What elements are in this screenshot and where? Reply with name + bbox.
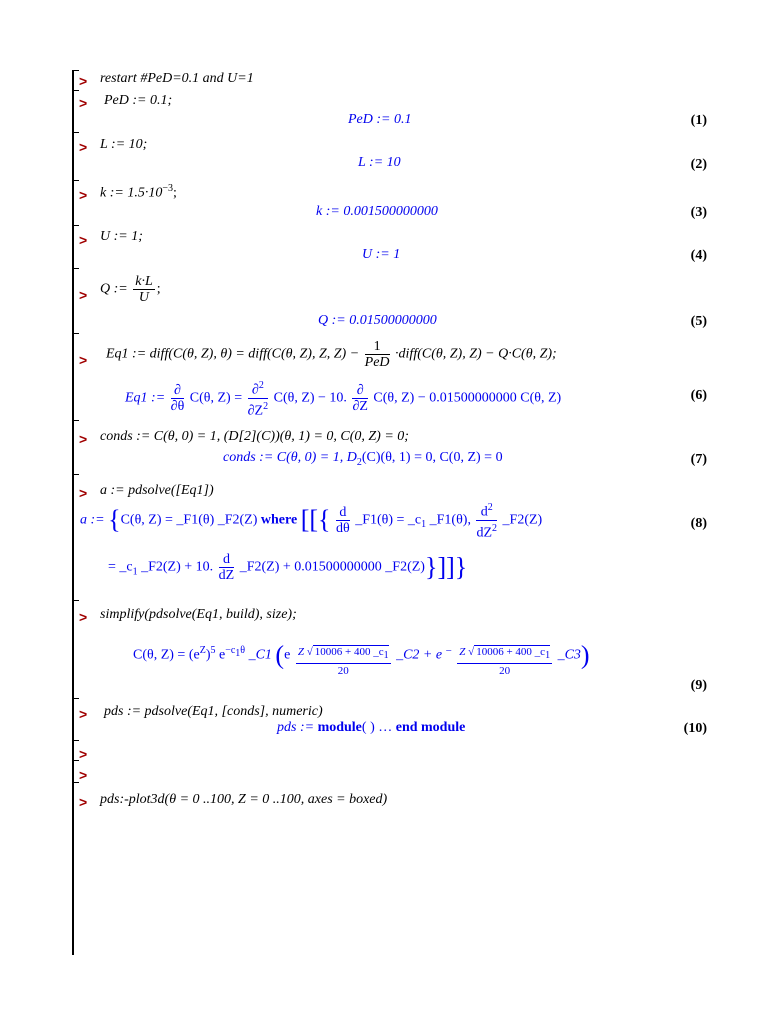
conds-output-sub: 2 (356, 456, 362, 468)
input-q[interactable] (100, 274, 161, 305)
partial-theta-den: ∂θ (170, 398, 185, 414)
output-a-line2: = $\_c_1$ _F2(Z) + 10. $\frac{d}{dZ}$ _F2(Z) + 0.01500000000 _F2(Z)}]]} (108, 552, 468, 583)
input-prompt: > (79, 187, 88, 203)
a-dtheta (336, 505, 350, 536)
group-bracket (72, 782, 79, 783)
s-e1: e (284, 647, 291, 663)
partial2-symbol: ∂ (251, 382, 259, 398)
l-input-text: L := 10; (100, 137, 148, 152)
a-dtheta-den: dθ (335, 520, 350, 536)
input-prompt: > (79, 794, 88, 810)
q-input-suffix: ; (156, 281, 161, 297)
input-prompt: > (79, 73, 88, 89)
execution-group-bar (72, 70, 74, 955)
group-bracket (72, 268, 79, 269)
group-bracket (72, 740, 79, 741)
conds-output-b: (C)(θ, 1) = 0, C(0, Z) = 0 (361, 450, 503, 465)
s-exp-theta: θ (240, 645, 246, 656)
s-sqrt2: 10006 + 400 _c (476, 646, 546, 658)
q-fraction (133, 274, 155, 305)
pds-a: pds := (277, 720, 315, 735)
partial-z2-exp: 2 (263, 400, 269, 412)
s-frac-z: Z (297, 646, 304, 658)
eq6-c2: C(θ, Z) − 10. (273, 390, 347, 406)
input-prompt: > (79, 232, 88, 248)
group-bracket (72, 333, 79, 334)
k-input-suffix: ; (172, 185, 177, 201)
q-den: U (138, 290, 150, 305)
equation-label-9: (9) (690, 678, 707, 693)
s-paren-exp: 5 (210, 645, 216, 656)
input-restart[interactable] (100, 71, 254, 87)
input-u[interactable] (100, 229, 143, 245)
partial2-exp: 2 (258, 380, 264, 391)
a-solution: C(θ, Z) = _F1(θ) _F2(Z) (120, 512, 258, 528)
a-dz2 (476, 500, 497, 540)
s-e: e (218, 647, 226, 663)
pds-c: ( ) … (361, 720, 396, 735)
group-bracket (72, 420, 79, 421)
output-eq1 (125, 378, 561, 418)
s-c2: _C2 + e (396, 647, 443, 663)
partial-z-den: ∂Z (352, 398, 368, 414)
s-c3: _C3 (557, 647, 581, 663)
eq1-frac-den: PeD (364, 355, 390, 370)
equation-label-8: (8) (690, 516, 707, 531)
s-exp-sub: 1 (235, 648, 241, 659)
group-bracket (72, 698, 79, 699)
s-frac2-den: 20 (499, 665, 511, 678)
partial-z (352, 383, 367, 414)
output-q (318, 313, 437, 329)
a-dz2-exp: 2 (492, 522, 498, 534)
eq1-left: Eq1 := diff(C(θ, Z), θ) = diff(C(θ, Z), Z, Z) − (106, 346, 360, 362)
a-line2-dz (219, 552, 235, 583)
a-line2b: _F2(Z) + 10. (141, 559, 214, 575)
equation-label-3: (3) (690, 205, 707, 220)
input-prompt: > (79, 287, 88, 303)
input-a[interactable] (100, 483, 214, 499)
group-bracket (72, 760, 79, 761)
ped-output-text: PeD := 0.1 (348, 112, 412, 127)
s-sqrt: 10006 + 400 _c (314, 646, 384, 658)
input-prompt: > (79, 95, 88, 111)
pds-b: module (317, 720, 362, 735)
eq1-fraction (365, 339, 390, 370)
plot-input-text: pds:-plot3d(θ = 0 ..100, Z = 0 ..100, axes = boxed) (100, 792, 388, 807)
input-prompt: > (79, 485, 88, 501)
k-input-prefix: k := 1.5·10 (100, 185, 163, 201)
group-bracket (72, 474, 79, 475)
l-output-text: L := 10 (358, 155, 401, 170)
s-ez-exp: Z (199, 645, 206, 656)
simplify-input-text: simplify(pdsolve(Eq1, build), size); (100, 607, 297, 622)
q-output-text: Q := 0.01500000000 (318, 313, 437, 328)
group-bracket (72, 600, 79, 601)
a-where: where (260, 512, 298, 528)
s-c1: _C1 (248, 647, 272, 663)
a-dz2-den: dZ (476, 525, 493, 541)
input-prompt: > (79, 431, 88, 447)
group-bracket (72, 90, 79, 91)
eq6-c1: C(θ, Z) = (189, 390, 243, 406)
a-f1: _F1(θ) = _c (355, 512, 422, 528)
input-k[interactable] (100, 183, 177, 202)
equation-label-4: (4) (690, 248, 707, 263)
a-line2a: = _c (108, 559, 133, 575)
pds-input-text: pds := pdsolve(Eq1, [conds], numeric) (104, 704, 323, 719)
ped-input-text: PeD := 0.1; (104, 93, 173, 108)
output-conds (223, 450, 503, 468)
input-l[interactable] (100, 137, 147, 153)
input-plot3d[interactable] (100, 792, 387, 808)
output-u (362, 247, 400, 263)
a-f1b: _F1(θ), (429, 512, 471, 528)
eq6-c3: C(θ, Z) − 0.01500000000 C(θ, Z) (373, 390, 562, 406)
a-prefix: a := (80, 512, 105, 528)
equation-label-2: (2) (690, 157, 707, 172)
empty-prompt[interactable]: > (79, 746, 88, 762)
s-frac1: $\frac{Z √ 10006 + 400 \_c_1}{20}$ (297, 646, 389, 678)
group-bracket (72, 225, 79, 226)
k-input-exp: −3 (162, 183, 173, 194)
output-pds (277, 720, 465, 736)
eq6-lhs: Eq1 := (125, 390, 166, 406)
output-ped (348, 112, 412, 128)
restart-text: restart #PeD=0.1 and U=1 (100, 71, 254, 86)
input-conds[interactable] (100, 429, 409, 445)
k-output-text: k := 0.001500000000 (316, 204, 438, 219)
partial-theta (171, 383, 185, 414)
s-neg: − (445, 645, 452, 657)
empty-prompt[interactable]: > (79, 767, 88, 783)
a-line2c: _F2(Z) + 0.01500000000 _F2(Z) (239, 559, 425, 575)
input-ped[interactable] (104, 93, 172, 109)
equation-label-1: (1) (690, 113, 707, 128)
group-bracket (72, 180, 79, 181)
u-input-text: U := 1; (100, 229, 143, 244)
a-line2-sub: 1 (132, 566, 138, 578)
s-sqrt-sub: 1 (383, 650, 389, 662)
partial-symbol: ∂ (171, 383, 185, 399)
equation-label-7: (7) (690, 452, 707, 467)
group-bracket (72, 132, 79, 133)
output-a-line1: a := {C(θ, Z) = _F1(θ) _F2(Z) where [[{ $\frac{d}{d\theta}$ _F1(θ) = $\_c_1$ _F1(θ), $\frac{d^2}{dZ^2}$ _F2(Z) (80, 502, 543, 541)
pds-d: end module (395, 720, 466, 735)
s-sqrt2-sub: 1 (545, 650, 551, 662)
s-frac2: $\frac{Z √ 10006 + 400 \_c_1}{20}$ (459, 646, 551, 678)
a-line2-dz-den: dZ (218, 568, 235, 583)
input-eq1[interactable] (106, 339, 557, 370)
a-c-sub: 1 (421, 519, 427, 531)
a-d2-exp: 2 (487, 502, 493, 513)
group-bracket (72, 70, 79, 71)
input-prompt: > (79, 352, 88, 368)
equation-label-6: (6) (690, 388, 707, 403)
conds-input-text: conds := C(θ, 0) = 1, (D[2](C))(θ, 1) = 0, C(0, Z) = 0; (100, 429, 409, 444)
s-frac-den: 20 (337, 665, 349, 678)
a-input-text: a := pdsolve([Eq1]) (100, 483, 214, 498)
a-d2: d (480, 504, 488, 520)
eq1-right: ·diff(C(θ, Z), Z) − Q·C(θ, Z); (395, 346, 557, 362)
output-simplify: C(θ, $Z) = (e^Z)^5$ $e^{-c_1\theta}$ _C1 (e $\frac{Z √ 10006 + 400 \_c_1}{20}$ _C2 + e − $\frac{Z √ 10006 + 400 \_c_1}{20}$ _C3) (133, 640, 590, 678)
q-num: k·L (135, 274, 153, 289)
s-lhs: C(θ, Z) = (e (133, 647, 200, 663)
a-line2-d: d (219, 552, 235, 568)
output-k (316, 204, 438, 220)
a-f2: _F2(Z) (502, 512, 543, 528)
eq1-frac-num: 1 (365, 339, 390, 355)
s-exp: −c (225, 645, 236, 656)
partial-symbol: ∂ (352, 383, 367, 399)
a-d: d (336, 505, 350, 521)
equation-label-10: (10) (683, 721, 707, 736)
output-l (358, 155, 401, 171)
input-prompt: > (79, 706, 88, 722)
input-prompt: > (79, 139, 88, 155)
conds-output-a: conds := C(θ, 0) = 1, D (223, 450, 357, 465)
input-prompt: > (79, 609, 88, 625)
partial-z2-den: ∂Z (247, 403, 264, 419)
q-input-prefix: Q := (100, 281, 128, 297)
s-frac2-z: Z (459, 646, 466, 658)
input-pds[interactable] (104, 704, 323, 720)
equation-label-5: (5) (690, 314, 707, 329)
partial-z2 (248, 378, 268, 418)
u-output-text: U := 1 (362, 247, 401, 262)
input-simplify[interactable] (100, 607, 297, 623)
